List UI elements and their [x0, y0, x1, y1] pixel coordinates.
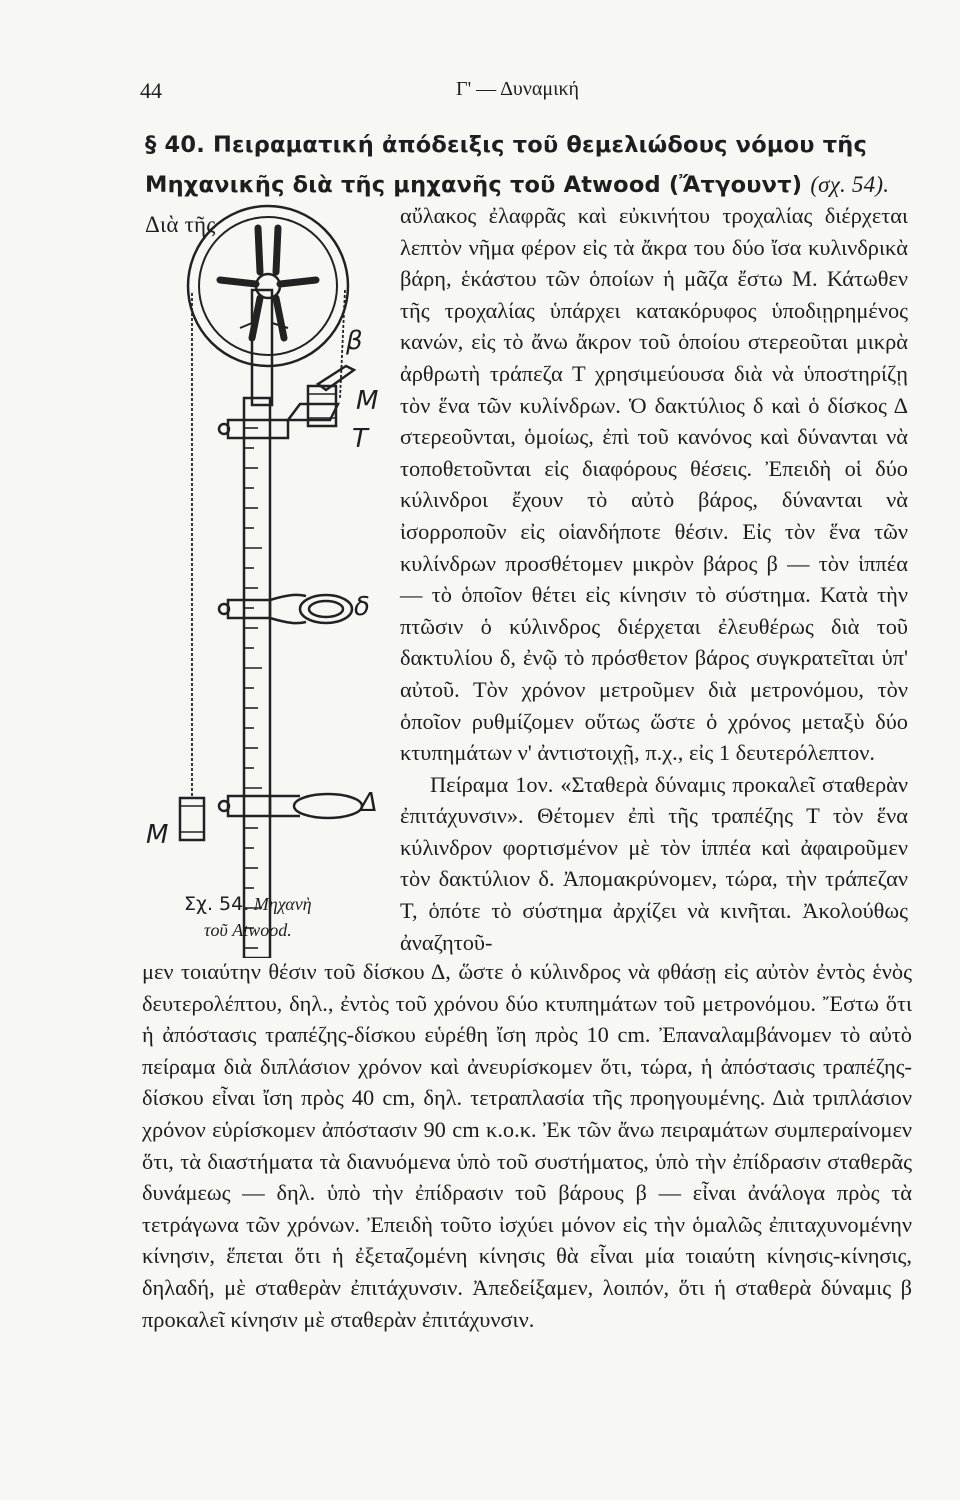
page-header — [140, 78, 910, 108]
table-clamp — [228, 420, 288, 438]
pulley-spokes — [220, 228, 316, 338]
ring-clamp — [228, 600, 270, 618]
caption-number: Σχ. 54. — [184, 893, 250, 915]
label-delta: δ — [354, 592, 370, 622]
side-text-column — [400, 200, 908, 958]
pulley-outer-rim — [188, 206, 348, 366]
caption-line-1: Μηχανὴ — [253, 894, 312, 914]
pulley-hub — [256, 274, 280, 298]
page-number: 44 — [140, 78, 162, 103]
figure-reference: (σχ. 54). — [810, 172, 890, 197]
section-title-tail: Διὰ τῆς — [145, 212, 216, 237]
rule-ticks — [244, 428, 262, 948]
pulley-inner-rim — [199, 217, 337, 355]
label-beta: β — [346, 326, 363, 356]
label-T: Τ — [352, 424, 368, 454]
graduated-rule — [244, 398, 270, 958]
caption-line-2: τοῦ Atwood. — [204, 920, 292, 940]
side-paragraph-1: αὔλακος ἐλαφρᾶς καὶ εὐκινήτου τροχαλίας διέρχεται λεπτὸν νῆμα φέρον εἰς τὰ ἄκρα του δύο ἴσα κυλινδρικὰ βάρη, ἑκάστου τῶν ὁποίων ἡ μᾶζα ἔστω Μ. Κάτωθεν τῆς τροχαλίας ὑπάρχει κατακόρυφος ὑποδιῃρημένος κανών, εἰς τὸ ἄνω ἄκρον τοῦ ὁποίου στερεοῦται μικρὰ ἀρθρωτὴ τράπεζα Τ χρησιμεύουσα διὰ νὰ ὑποστηρίζῃ τὸν ἕνα τῶν κυλίνδρων. Ὁ δακτύλιος δ καὶ ὁ δίσκος Δ στερεοῦνται, ὁμοίως, ἐπὶ τοῦ κανόνος καὶ δύνανται νὰ τοποθετοῦνται εἰς διαφόρους θέσεις. Ἐπειδὴ οἱ δύο κύλινδροι ἔχουν τὸ αὐτὸ βάρος, δύνανται νὰ ἰσορροποῦν εἰς οἱανδήποτε θέσιν. Εἰς τὸν ἕνα τῶν κυλίνδρων προσθέτομεν μικρὸν βάρος β — τὸν ἱππέα — τὸ ὁποῖον θέτει εἰς κίνησιν τὸ σύστημα. Κατὰ τὴν πτῶσιν ὁ κύλινδρος διέρχεται ἐλευθέρως διὰ τοῦ δακτυλίου δ, ἐνῷ τὸ πρόσθετον βάρος συγκρατεῖται ὑπ' αὐτοῦ. Τὸν χρόνον μετροῦμεν διὰ μετρονόμου, τὸν ὁποῖον ρυθμίζομεν οὕτως ὥστε ὁ χρόνος μεταξὺ δύο κτυπημάτων ν' ἀντιστοιχῇ, π.χ., εἰς 1 δευτερόλεπτον. — [400, 203, 908, 766]
right-string — [340, 290, 345, 398]
figure-caption — [184, 891, 384, 943]
running-head: Γ' — Δυναμική — [456, 78, 579, 100]
label-Delta: Δ — [360, 788, 378, 818]
left-cylinder — [180, 798, 204, 840]
disk-clamp — [228, 796, 270, 816]
label-M-left: Μ — [146, 820, 169, 850]
disk-Delta — [294, 794, 362, 818]
atwood-machine-drawing — [140, 198, 390, 958]
full-paragraph: μεν τοιαύτην θέσιν τοῦ δίσκου Δ, ὥστε ὁ κύλινδρος νὰ φθάσῃ εἰς αὐτὸν ἐντὸς ἑνὸς δευτερολέπτου, δηλ., ἐντὸς τοῦ χρόνου δύο κτυπημάτων τοῦ μετρονόμου. Ἔστω ὅτι ἡ ἀπόστασις τραπέζης-δίσκου εὑρέθη ἴση πρὸς 10 cm. Ἐπαναλαμβάνομεν τὸ αὐτὸ πείραμα διὰ διπλάσιον χρόνον καὶ ἀνευρίσκομεν ὅτι, τώρα, ἡ ἀπόστασις τραπέζης-δίσκου εἶναι ἴση πρὸς 40 cm, δηλ. τετραπλασία τῆς προηγουμένης. Διὰ τριπλάσιον χρόνον εὑρίσκομεν ἀπόστασιν 90 cm κ.ο.κ. Ἐκ τῶν ἄνω πειραμάτων συμπεραίνομεν ὅτι, τὰ διαστήματα τὰ διανυόμενα ὑπὸ τοῦ συστήματος, ὑπὸ τὴν ἐπίδρασιν σταθερᾶς δυνάμεως — δηλ. ὑπὸ τὴν ἐπίδρασιν τοῦ βάρους β — εἶναι ἀνάλογα πρὸς τὰ τετράγωνα τῶν χρόνων. Ἐπειδὴ τοῦτο ἰσχύει μόνον εἰς τὴν ὁμαλῶς ἐπιταχυνομένην κίνησιν, ἕπεται ὅτι ἡ ἐξεταζομένη κίνησις θὰ εἶναι μία τοιαύτη κίνησις-κίνησις, δηλαδή, μὲ σταθερὰν ἐπιτάχυνσιν. Ἀπεδείξαμεν, λοιπόν, ὅτι ἡ σταθερὰ δύναμις β προκαλεῖ κίνησιν μὲ σταθερὰν ἐπιτάχυνσιν. — [142, 959, 912, 1332]
section-title-text: § 40. Πειραματική ἀπόδειξις τοῦ θεμελιώδους νόμου τῆς Μηχανικῆς διὰ τῆς μηχανῆς τοῦ Atwood (Ἄτγουντ) — [145, 132, 868, 198]
side-paragraph-2: Πείραμα 1ον. «Σταθερὰ δύναμις προκαλεῖ σταθερὰν ἐπιτάχυνσιν». Θέτομεν ἐπὶ τῆς τραπέζης Τ τὸν ἕνα κύλινδρον φορτισμένον μὲ τὸν ἱππέα καὶ ἀφαιροῦμεν τὸν δακτύλιον δ. Ἀπομακρύνομεν, τώρα, τὴν τράπεζαν Τ, ὁπότε τὸ σύστημα ἀρχίζει νὰ κινῆται. Ἀκολούθως ἀναζητοῦ- — [400, 771, 908, 955]
atwood-machine-figure — [140, 198, 390, 958]
label-M-right: Μ — [356, 386, 379, 416]
full-width-text — [142, 956, 912, 1335]
